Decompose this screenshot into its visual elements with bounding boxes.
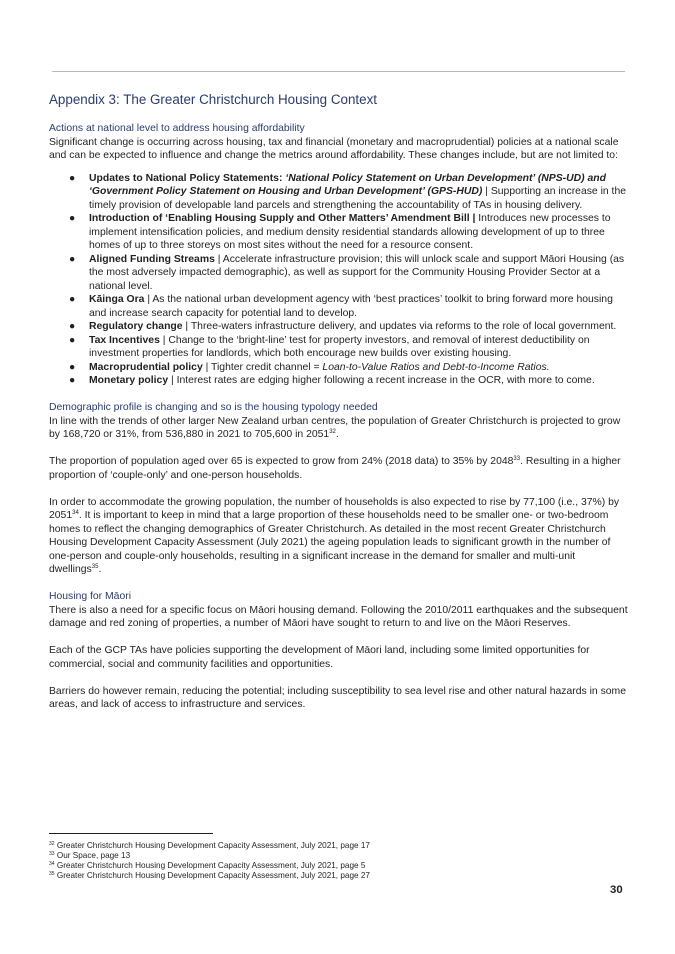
header-rule: [52, 71, 625, 72]
footnote-ref: 33: [513, 456, 521, 462]
bullet-icon: ●: [69, 375, 76, 386]
list-item: ● Macroprudential policy | Tighter credit channel = Loan-to-Value Ratios and Debt-to-Income Ratios.: [69, 361, 550, 373]
list-item: ● Updates to National Policy Statements: ‘National Policy Statement on Urban Development’ (NPS-UD) and ‘Government Policy Statement on Housing and Urban Development’ (GPS-HUD) | Supporting an increase in the timely provision of developable land parcels and strengthening the accountability of TAs in housing delivery.: [69, 172, 627, 211]
list-item: ● Introduction of ‘Enabling Housing Supply and Other Matters’ Amendment Bill | Introduces new processes to implement intensification policies, and medium density residential standards allowing development of up to three homes of up to three storeys on most sites without the need for a resource consent.: [69, 213, 611, 251]
list-item: ● Tax Incentives | Change to the ‘bright-line’ test for property investors, and removal of interest deductibility on investment properties for landlords, which both encourage new builds over existing housing.: [69, 334, 590, 359]
section-heading-maori-housing: Housing for Māori: [49, 591, 132, 602]
footnote-ref: 32: [329, 429, 336, 435]
bullet-icon: ●: [69, 213, 76, 224]
bullet-icon: ●: [69, 294, 76, 305]
list-item: ● Aligned Funding Streams | Accelerate infrastructure provision; this will unlock scale and support Māori Housing (as the most adversely impacted demographic), as well as support for the Community Housing Provider Sector at a national level.: [69, 253, 625, 292]
policy-bullet-list: [49, 172, 629, 388]
section-heading-demographics: Demographic profile is changing and so is the housing typology needed: [49, 402, 378, 413]
list-item: ● Regulatory change | Three-waters infrastructure delivery, and updates via reforms to the role of local government.: [69, 321, 617, 332]
footnote-ref: 35: [91, 564, 99, 570]
page-title: Appendix 3: The Greater Christchurch Housing Context: [49, 92, 377, 107]
demographics-paragraph-1: In line with the trends of other larger New Zealand urban centres, the population of Greater Christchurch is projected to grow by 168,720 or 31%, from 536,880 in 2021 to 705,600 in 2051$^{32}$.: [49, 415, 621, 440]
list-item: ● Monetary policy | Interest rates are edging higher following a recent increase in the OCR, with more to come.: [69, 375, 595, 386]
footnote: $^{35}$ Greater Christchurch Housing Development Capacity Assessment, July 2021, page 27: [49, 871, 370, 880]
footnotes: [49, 841, 370, 881]
page-number: 30: [610, 884, 623, 896]
page-content: [49, 122, 629, 712]
footnote: $^{34}$ Greater Christchurch Housing Development Capacity Assessment, July 2021, page 5: [49, 861, 366, 870]
demographics-paragraph-3: In order to accommodate the growing population, the number of households is also expected to rise by 77,100 (i.e., 37%) by 2051$^{34}$. It is important to keep in mind that a large proportion of these households need to be smaller one- or two-bedroom homes to reflect the changing demographics of Greater Christchurch. As detailed in the most recent Greater Christchurch Housing Development Capacity Assessment (July 2021) the ageing population leads to significant growth in the number of one-person and couple-only households, resulting in a significant increase in the demand for smaller and multi-unit dwellings$^{35}$.: [49, 496, 620, 575]
national-actions-intro: Significant change is occurring across housing, tax and financial (monetary and macroprudential) policies at a national scale and can be expected to influence and change the metrics around affordability. These changes include, but are not limited to:: [49, 136, 619, 161]
bullet-icon: ●: [69, 334, 76, 346]
maori-housing-paragraph-2: Each of the GCP TAs have policies supporting the development of Māori land, including some limited opportunities for commercial, social and community facilities and opportunities.: [49, 645, 590, 670]
bullet-icon: ●: [69, 253, 76, 265]
bullet-icon: ●: [69, 361, 76, 373]
footnote: $^{32}$ Greater Christchurch Housing Development Capacity Assessment, July 2021, page 17: [49, 841, 370, 850]
footnote-divider: [49, 833, 213, 834]
footnote: $^{33}$ Our Space, page 13: [49, 851, 131, 860]
bullet-icon: ●: [69, 172, 76, 184]
list-item: ● Kāinga Ora | As the national urban development agency with ‘best practices’ toolkit to bring forward more housing and increase search capacity for potential land to develop.: [69, 294, 613, 319]
demographics-paragraph-2: The proportion of population aged over 65 is expected to grow from 24% (2018 data) to 35% by 2048$^{33}$. Resulting in a higher proportion of ‘couple-only’ and one-person households.: [49, 456, 621, 481]
maori-housing-paragraph-3: Barriers do however remain, reducing the potential; including susceptibility to sea level rise and other natural hazards in some areas, and lack of access to infrastructure and services.: [49, 685, 626, 710]
maori-housing-paragraph-1: There is also a need for a specific focus on Māori housing demand. Following the 2010/2011 earthquakes and the subsequent damage and red zoning of properties, a number of Māori have sought to return to and live on the Māori Reserves.: [49, 604, 628, 629]
section-heading-national-actions: Actions at national level to address housing affordability: [49, 123, 305, 134]
footnote-ref: 34: [72, 510, 79, 516]
bullet-icon: ●: [69, 321, 76, 332]
